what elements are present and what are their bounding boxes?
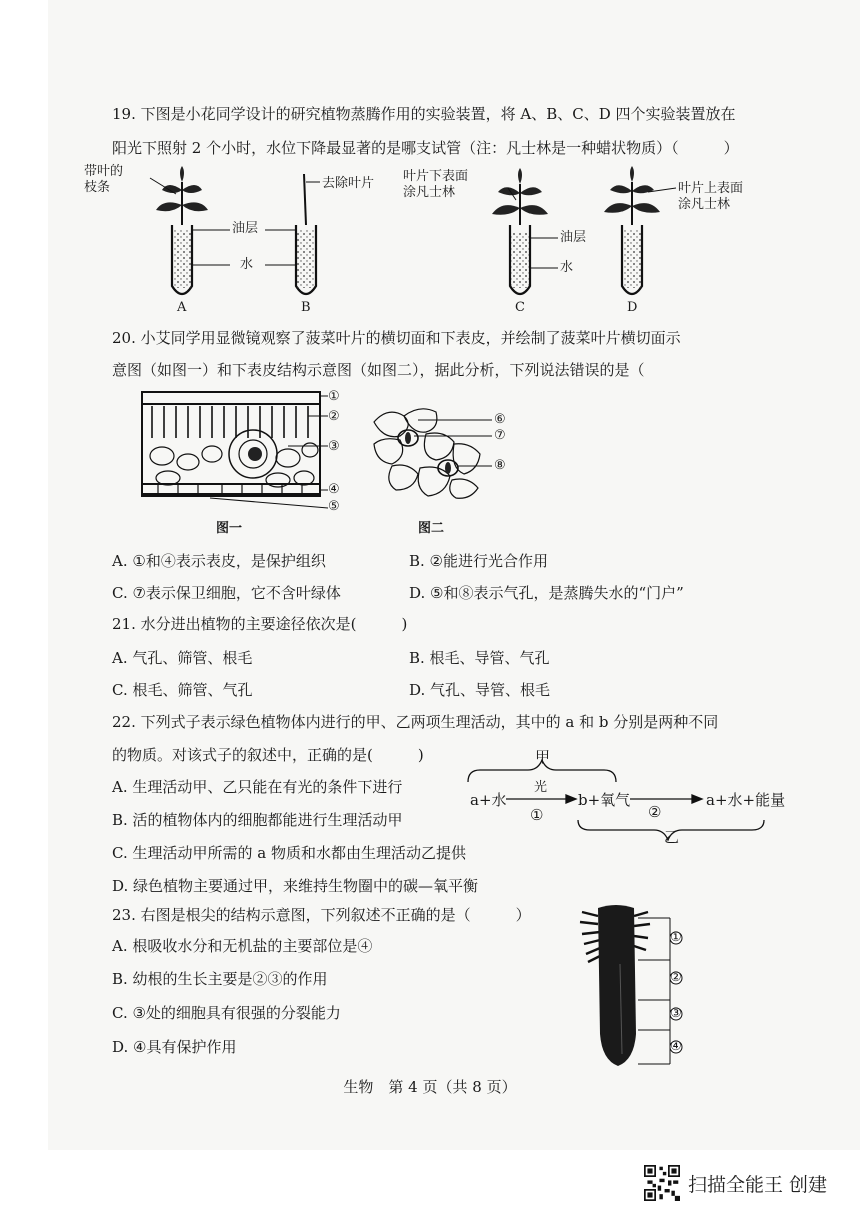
q20-line1: 20. 小艾同学用显微镜观察了菠菜叶片的横切面和下表皮，并绘制了菠菜叶片横切面示 [112, 329, 681, 347]
q21-stem: 21. 水分进出植物的主要途径依次是( ) [112, 615, 408, 633]
page-footer: 生物 第 4 页（共 8 页） [343, 1078, 517, 1096]
mark-8: ⑧ [494, 458, 506, 473]
q23-option-a: A. 根吸收水分和无机盐的主要部位是④ [112, 937, 373, 955]
eq-label-jia: 甲 [535, 748, 551, 766]
eq-label-light: 光 [534, 780, 548, 795]
label-removed-leaves: 去除叶片 [322, 176, 375, 191]
tube-d [604, 166, 676, 294]
tube-c [492, 168, 558, 294]
fig2-caption: 图二 [418, 521, 445, 536]
q23-option-c: C. ③处的细胞具有很强的分裂能力 [112, 1004, 341, 1022]
q23-option-d: D. ④具有保护作用 [112, 1038, 237, 1056]
q19-line2: 阳光下照射 2 个小时，水位下降最显著的是哪支试管（注：凡士林是一种蜡状物质）（ ） [112, 139, 739, 157]
label-tube-b: B [301, 300, 311, 315]
q20-option-a: A. ①和④表示表皮，是保护组织 [112, 552, 326, 570]
eq-label-yi: 乙 [664, 828, 680, 846]
q20-option-d: D. ⑤和⑧表示气孔，是蒸腾失水的“门户” [409, 584, 684, 602]
q20-option-c: C. ⑦表示保卫细胞，它不含叶绿体 [112, 584, 341, 602]
root-mark-2: ② [670, 970, 682, 985]
mark-3: ③ [328, 439, 340, 454]
label-tube-d: D [627, 300, 638, 315]
label-lower-surface-1: 叶片下表面 [403, 169, 469, 184]
mark-2: ② [328, 409, 340, 424]
eq-left: a+水 [470, 791, 507, 809]
root-mark-3: ③ [670, 1006, 682, 1021]
lower-epidermis-figure [370, 404, 510, 502]
eq-step-2: ② [648, 803, 662, 821]
label-branch-1: 带叶的 [84, 164, 124, 179]
label-branch-2: 枝条 [84, 180, 111, 195]
q19-line1: 19. 下图是小花同学设计的研究植物蒸腾作用的实验装置，将 A、B、C、D 四个实验装置放在 [112, 105, 736, 123]
mark-4: ④ [328, 482, 340, 497]
mark-6: ⑥ [494, 412, 506, 427]
q20-line2: 意图（如图一）和下表皮结构示意图（如图二），据此分析，下列说法错误的是（ [112, 361, 645, 379]
eq-middle: b+氧气 [578, 791, 631, 809]
q22-option-a: A. 生理活动甲、乙只能在有光的条件下进行 [112, 778, 403, 796]
q22-line2: 的物质。对该式子的叙述中，正确的是( ) [112, 746, 424, 764]
watermark-text: 扫描全能王 创建 [688, 1173, 828, 1196]
root-mark-1: ① [670, 930, 682, 945]
fig1-caption: 图一 [216, 521, 243, 536]
label-upper-surface-1: 叶片上表面 [678, 181, 744, 196]
label-tube-a: A [177, 300, 187, 315]
q22-option-c: C. 生理活动甲所需的 a 物质和水都由生理活动乙提供 [112, 844, 466, 862]
label-water-c: 水 [560, 260, 574, 275]
label-tube-c: C [515, 300, 525, 315]
q22-line1: 22. 下列式子表示绿色植物体内进行的甲、乙两项生理活动，其中的 a 和 b 分别是两种不同 [112, 713, 719, 731]
label-lower-surface-2: 涂凡士林 [403, 185, 456, 200]
mark-1: ① [328, 389, 340, 404]
label-oil-layer-c: 油层 [560, 230, 587, 245]
label-oil-layer: 油层 [232, 221, 259, 236]
qr-code-icon [644, 1165, 680, 1201]
q21-option-b: B. 根毛、导管、气孔 [409, 649, 550, 667]
q22-option-d: D. 绿色植物主要通过甲，来维持生物圈中的碳—氧平衡 [112, 877, 479, 895]
label-water: 水 [240, 257, 254, 272]
scanner-watermark [644, 1163, 827, 1203]
label-upper-surface-2: 涂凡士林 [678, 197, 731, 212]
q23-option-b: B. 幼根的生长主要是②③的作用 [112, 970, 328, 988]
eq-step-1: ① [530, 806, 544, 824]
q20-option-b: B. ②能进行光合作用 [409, 552, 549, 570]
eq-right: a+水+能量 [706, 791, 786, 809]
q21-option-c: C. 根毛、筛管、气孔 [112, 681, 253, 699]
q23-stem: 23. 右图是根尖的结构示意图，下列叙述不正确的是（ ） [112, 906, 531, 924]
leaf-cross-section-figure [138, 386, 338, 516]
q22-option-b: B. 活的植物体内的细胞都能进行生理活动甲 [112, 811, 403, 829]
root-mark-4: ④ [670, 1039, 682, 1054]
mark-7: ⑦ [494, 428, 506, 443]
mark-5: ⑤ [328, 499, 340, 514]
q21-option-a: A. 气孔、筛管、根毛 [112, 649, 253, 667]
q21-option-d: D. 气孔、导管、根毛 [409, 681, 551, 699]
